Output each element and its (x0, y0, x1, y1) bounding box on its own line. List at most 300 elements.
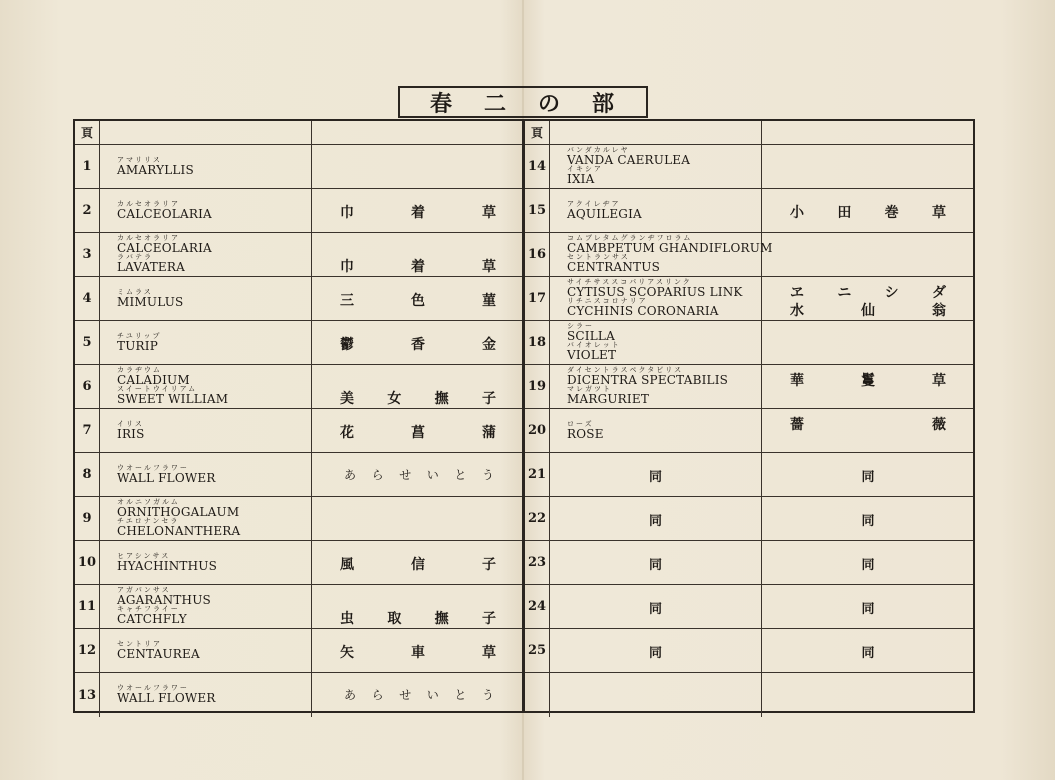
latin-name (567, 235, 773, 255)
japanese-char: 草 (482, 259, 496, 275)
katakana-reading: ウオールフラワー (117, 684, 189, 692)
katakana-reading: イリス (117, 420, 144, 428)
latin-name (117, 606, 187, 626)
katakana-reading: スイートウイリアム (117, 385, 198, 393)
japanese-char: ニ (837, 285, 852, 301)
page-number-cell (525, 453, 550, 496)
page-number-cell (525, 233, 550, 276)
latin-name-cell (550, 277, 762, 320)
katakana-reading: カルセオラリア (117, 234, 180, 242)
page-number: 9 (82, 511, 92, 526)
japanese-name-cell (312, 541, 524, 584)
katakana-reading: サイチサススコパリアスリンク (567, 278, 692, 286)
japanese-char: う (481, 468, 494, 482)
latin-name (117, 518, 240, 538)
japanese-char: 矢 (340, 645, 354, 661)
table-row (75, 629, 522, 673)
japanese-char: 信 (411, 557, 425, 573)
katakana-reading: バンダカルレヤ (567, 146, 630, 154)
japanese-char: 華 (790, 373, 804, 389)
japanese-char: ダ (931, 285, 946, 301)
japanese-name (344, 686, 494, 703)
japanese-name-cell (312, 277, 524, 320)
japanese-name (340, 290, 496, 310)
scientific-name: SWEET WILLIAM (117, 392, 229, 406)
katakana-reading: アマリリス (117, 156, 162, 164)
japanese-name-cell (762, 497, 974, 540)
japanese-char: 翁 (932, 303, 946, 319)
japanese-char: 金 (482, 337, 496, 353)
latin-name-cell (100, 673, 312, 717)
table-row (525, 145, 973, 189)
latin-name (117, 367, 190, 387)
page-number: 17 (527, 291, 547, 306)
japanese-name-cell (762, 233, 974, 276)
japanese-name-cell (762, 629, 974, 672)
japanese-char: 香 (411, 337, 425, 353)
latin-name (117, 553, 217, 573)
katakana-reading: オルニソガルム (117, 498, 180, 506)
page-number-cell (525, 541, 550, 584)
japanese-char: 着 (411, 205, 425, 221)
japanese-char: 女 (387, 391, 402, 407)
scientific-name: WALL FLOWER (117, 691, 216, 705)
scientific-name: SCILLA (567, 329, 615, 343)
japanese-name (340, 608, 496, 628)
scientific-name: AQUILEGIA (567, 207, 642, 221)
japanese-char: せ (399, 688, 412, 702)
header-cell (550, 121, 762, 144)
ditto-mark: 同 (861, 514, 875, 529)
page-number: 7 (82, 423, 92, 438)
latin-name-cell (100, 497, 312, 540)
page-number: 16 (527, 247, 547, 262)
page-number: 21 (527, 467, 547, 482)
left-table (73, 119, 524, 713)
japanese-char: 撫 (434, 391, 449, 407)
scientific-name: CYTISUS SCOPARIUS LINK (567, 285, 743, 299)
header-cell (525, 121, 550, 144)
page-number-cell (75, 541, 100, 584)
table-row (75, 497, 522, 541)
scientific-name: IXIA (567, 172, 595, 186)
katakana-reading: セントリア (117, 640, 162, 648)
scientific-name: CENTAUREA (117, 647, 200, 661)
japanese-char: 子 (481, 611, 496, 627)
ditto-mark: 同 (648, 470, 662, 485)
latin-name-cell (100, 365, 312, 408)
japanese-name (340, 642, 496, 662)
japanese-name-upper (790, 282, 946, 302)
scientific-name: ORNITHOGALAUM (117, 505, 240, 519)
ditto-mark: 同 (648, 646, 662, 661)
japanese-name-cell (312, 673, 524, 717)
table-row (75, 585, 522, 629)
scientific-name: TURIP (117, 339, 158, 353)
katakana-reading: ミムラス (117, 288, 153, 296)
page-number-cell (525, 497, 550, 540)
japanese-char: 小 (790, 205, 804, 221)
table-row (75, 277, 522, 321)
header-row (525, 121, 973, 145)
table-row (75, 453, 522, 497)
scientific-name: VANDA CAERULEA (567, 153, 691, 167)
japanese-char: う (481, 688, 494, 702)
latin-name-cell (100, 233, 312, 276)
table-row (525, 321, 973, 365)
japanese-name-cell (312, 145, 524, 188)
ditto-mark: 同 (861, 558, 875, 573)
japanese-name-cell (312, 321, 524, 364)
scientific-name: AGARANTHUS (117, 593, 211, 607)
table-row (75, 145, 522, 189)
katakana-reading: チユリップ (117, 332, 162, 340)
latin-name-cell (550, 629, 762, 672)
table-row (75, 321, 522, 365)
japanese-name-cell (312, 365, 524, 408)
japanese-char: 巾 (340, 259, 354, 275)
ditto-mark: 同 (648, 602, 662, 617)
latin-name (117, 465, 216, 485)
latin-name-cell (100, 277, 312, 320)
japanese-char: あ (344, 688, 357, 702)
katakana-reading: リチニスコロナリア (567, 297, 648, 305)
japanese-name (340, 202, 496, 222)
table-row (75, 189, 522, 233)
japanese-char: 蒲 (482, 425, 496, 441)
katakana-reading: アガパンサス (117, 586, 171, 594)
ditto-mark: 同 (861, 602, 875, 617)
page-number-cell (525, 409, 550, 452)
katakana-reading: カラヂウム (117, 366, 162, 374)
page-number-cell (75, 145, 100, 188)
scientific-name: CATCHFLY (117, 612, 187, 626)
scientific-name: VIOLET (567, 348, 617, 362)
japanese-char: 鬘 (861, 373, 875, 389)
japanese-char: 巻 (884, 205, 899, 221)
latin-name (567, 367, 728, 387)
japanese-name (340, 554, 496, 574)
page-number-cell (525, 321, 550, 364)
latin-name-cell (100, 145, 312, 188)
japanese-char: 巾 (340, 205, 354, 221)
page-number: 11 (77, 599, 97, 614)
page-number-cell (75, 497, 100, 540)
japanese-char: い (426, 688, 439, 702)
page-number: 4 (82, 291, 92, 306)
japanese-name-cell (762, 189, 974, 232)
title-char: 春 (429, 90, 454, 117)
japanese-name-cell (762, 541, 974, 584)
latin-name-cell (550, 409, 762, 452)
japanese-char: 草 (482, 205, 496, 221)
latin-name-cell (100, 585, 312, 628)
page-number: 22 (527, 511, 547, 526)
japanese-name (340, 388, 496, 408)
latin-name (117, 499, 239, 519)
katakana-reading: アクイレヂア (567, 200, 621, 208)
scientific-name: MARGURIET (567, 392, 650, 406)
katakana-reading: ウオールフラワー (117, 464, 189, 472)
katakana-reading: キャチフライー (117, 605, 180, 613)
katakana-reading: ラバテラ (117, 253, 153, 261)
header-row (75, 121, 522, 145)
page-number-cell (525, 629, 550, 672)
japanese-name-cell (312, 497, 524, 540)
header-cell (312, 121, 524, 144)
page-number-cell (525, 585, 550, 628)
table-row (75, 541, 522, 585)
latin-name (117, 254, 185, 274)
latin-name-cell (550, 233, 773, 276)
page-column-header: 頁 (80, 126, 93, 140)
japanese-char: 薇 (932, 417, 946, 433)
latin-name-cell (100, 409, 312, 452)
scientific-name: CAMBPETUM GHANDIFLORUM (567, 241, 773, 255)
scientific-name: WALL FLOWER (117, 471, 216, 485)
latin-name-cell (100, 189, 312, 232)
page-number: 18 (527, 335, 547, 350)
table-row (75, 409, 522, 453)
table-row (525, 233, 973, 277)
japanese-char: と (454, 688, 467, 702)
japanese-char: い (426, 468, 439, 482)
latin-name (567, 298, 719, 318)
scientific-name: MIMULUS (117, 295, 184, 309)
japanese-char: 子 (481, 391, 496, 407)
japanese-name (790, 202, 946, 222)
ditto-mark: 同 (648, 514, 662, 529)
katakana-reading: ヒアシンサス (117, 552, 171, 560)
scientific-name: LAVATERA (117, 260, 185, 274)
latin-name (567, 342, 621, 362)
japanese-char: 草 (932, 373, 946, 389)
japanese-name-cell (312, 629, 524, 672)
japanese-name-upper (790, 370, 946, 390)
page-number-cell (75, 189, 100, 232)
page-column-header: 頁 (530, 126, 543, 140)
table-row (525, 541, 973, 585)
latin-name (567, 421, 604, 441)
page-number-cell (525, 145, 550, 188)
latin-name-cell (550, 145, 762, 188)
japanese-name (340, 256, 496, 276)
japanese-name (340, 334, 496, 354)
page-number: 12 (77, 643, 97, 658)
japanese-name (790, 300, 946, 320)
page-number: 24 (527, 599, 547, 614)
latin-name (117, 641, 200, 661)
page-number: 1 (82, 159, 92, 174)
katakana-reading: コムブレタムグランヂフロラム (567, 234, 693, 242)
scientific-name: CALADIUM (117, 373, 190, 387)
table-row (75, 233, 522, 277)
latin-name-cell (100, 629, 312, 672)
scientific-name: CYCHINIS CORONARIA (567, 304, 719, 318)
japanese-char: 花 (340, 425, 354, 441)
japanese-name-cell (312, 585, 524, 628)
latin-name (567, 323, 615, 343)
katakana-reading: イキシア (567, 165, 603, 173)
page-title (398, 86, 648, 118)
japanese-char: 取 (387, 611, 402, 627)
page-number: 14 (527, 159, 547, 174)
japanese-name-cell (312, 453, 524, 496)
japanese-name-cell (762, 365, 974, 408)
scientific-name: CENTRANTUS (567, 260, 660, 274)
table-row (525, 189, 973, 233)
page-number-cell (525, 673, 550, 717)
latin-name (567, 201, 642, 221)
katakana-reading: シラー (567, 322, 594, 330)
japanese-name-cell (312, 233, 524, 276)
page-number-cell (75, 409, 100, 452)
japanese-char: 美 (340, 391, 354, 407)
latin-name (117, 587, 211, 607)
title-char: の (537, 90, 562, 117)
latin-name-cell (550, 189, 762, 232)
katakana-reading: カルセオラリア (117, 200, 180, 208)
katakana-reading: チエロナンセラ (117, 517, 180, 525)
latin-name-cell (100, 541, 312, 584)
japanese-name-upper (790, 414, 946, 434)
right-table (524, 119, 975, 713)
japanese-char: 色 (411, 293, 425, 309)
page-number: 15 (527, 203, 547, 218)
latin-name-cell (550, 585, 762, 628)
page-number-cell (525, 365, 550, 408)
table-row (525, 453, 973, 497)
page-number: 3 (82, 247, 92, 262)
katakana-reading: バイオレット (567, 341, 621, 349)
scientific-name: CALCEOLARIA (117, 207, 212, 221)
table-row (525, 365, 973, 409)
page-number: 23 (527, 555, 547, 570)
katakana-reading: マレガツト (567, 385, 612, 393)
ditto-mark: 同 (648, 558, 662, 573)
latin-name (117, 201, 212, 221)
japanese-char: 草 (482, 645, 496, 661)
latin-name-cell (550, 365, 762, 408)
latin-name-cell (550, 497, 762, 540)
japanese-name-cell (762, 585, 974, 628)
japanese-char: 撫 (434, 611, 449, 627)
latin-name-cell (550, 453, 762, 496)
page-number-cell (75, 365, 100, 408)
title-char: 部 (591, 90, 616, 117)
katakana-reading: ダイセントラスペクタビリス (567, 366, 684, 374)
scientific-name: CALCEOLARIA (117, 241, 212, 255)
japanese-name (344, 466, 494, 483)
japanese-char: 菫 (482, 293, 496, 309)
page-number-cell (75, 585, 100, 628)
japanese-name-cell (762, 673, 974, 717)
japanese-name-cell (762, 453, 974, 496)
japanese-char: 子 (482, 557, 496, 573)
japanese-name-cell (762, 277, 974, 320)
japanese-char: ら (371, 468, 384, 482)
latin-name (117, 157, 194, 177)
table-row (525, 277, 973, 321)
latin-name (117, 235, 212, 255)
latin-name-cell (550, 321, 762, 364)
japanese-name-cell (762, 145, 974, 188)
table-row (525, 497, 973, 541)
japanese-char: あ (344, 468, 357, 482)
page-number-cell (75, 233, 100, 276)
japanese-name-cell (312, 189, 524, 232)
latin-name (567, 254, 660, 274)
table-row (525, 629, 973, 673)
japanese-char: 虫 (340, 611, 354, 627)
table-row (525, 409, 973, 453)
page-number: 6 (82, 379, 92, 394)
scientific-name: HYACHINTHUS (117, 559, 218, 573)
latin-name (567, 166, 603, 186)
japanese-char: 薔 (790, 417, 804, 433)
page-number: 19 (527, 379, 547, 394)
page-number: 8 (82, 467, 92, 482)
page-number-cell (525, 189, 550, 232)
scientific-name: AMARYLLIS (117, 163, 194, 177)
table-row (525, 585, 973, 629)
japanese-name (340, 422, 496, 442)
scientific-name: DICENTRA SPECTABILIS (567, 373, 729, 387)
japanese-char: シ (884, 285, 899, 301)
japanese-char: 鬱 (340, 337, 354, 353)
latin-name (117, 289, 183, 309)
table-row (75, 673, 522, 717)
page-number-cell (75, 321, 100, 364)
title-char: 二 (483, 90, 508, 117)
latin-name-cell (550, 673, 762, 717)
japanese-char: 田 (837, 205, 852, 221)
table-row (75, 365, 522, 409)
header-cell (100, 121, 312, 144)
latin-name (567, 147, 690, 167)
japanese-name-cell (312, 409, 524, 452)
japanese-char: 草 (931, 205, 946, 221)
latin-name (117, 685, 216, 705)
header-cell (75, 121, 100, 144)
ditto-mark: 同 (861, 646, 875, 661)
page-number-cell (75, 277, 100, 320)
japanese-char: 水 (790, 303, 804, 319)
japanese-char: 菖 (411, 425, 425, 441)
japanese-char: ヱ (790, 285, 804, 301)
japanese-char: 風 (340, 557, 354, 573)
page-number: 20 (527, 423, 547, 438)
japanese-char: と (454, 468, 467, 482)
katakana-reading: ローズ (567, 420, 594, 428)
japanese-char: 着 (411, 259, 425, 275)
latin-name-cell (100, 453, 312, 496)
japanese-char: 三 (340, 293, 354, 309)
latin-name (117, 386, 228, 406)
page-number-cell (75, 673, 100, 717)
page-number: 2 (82, 203, 92, 218)
japanese-name-cell (762, 409, 974, 452)
ditto-mark: 同 (861, 470, 875, 485)
scientific-name: IRIS (117, 427, 145, 441)
table-row (525, 673, 973, 717)
page-number: 25 (527, 643, 547, 658)
page-number-cell (75, 629, 100, 672)
page-number-cell (525, 277, 550, 320)
japanese-char: ら (371, 688, 384, 702)
page-number-cell (75, 453, 100, 496)
scientific-name: ROSE (567, 427, 604, 441)
